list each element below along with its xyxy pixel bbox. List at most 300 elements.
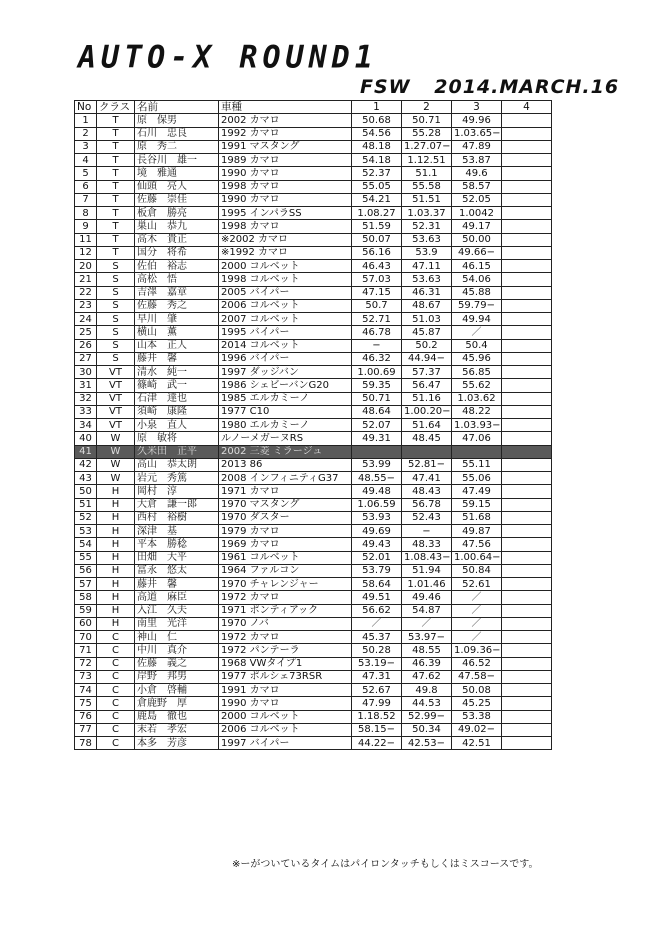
entry-no: 74 (75, 684, 97, 697)
run-3-time: 56.85 (452, 366, 502, 379)
car-model: 1971 ポンティアック (219, 604, 352, 617)
run-2-time: − (402, 525, 452, 538)
class: W (97, 432, 135, 445)
run-2-time: 1.00.20− (402, 405, 452, 418)
table-row (75, 485, 552, 498)
class: H (97, 485, 135, 498)
driver-name: 石川 忠良 (135, 127, 219, 140)
table-row (75, 432, 552, 445)
table-row (75, 697, 552, 710)
run-2-time: 57.37 (402, 366, 452, 379)
class: C (97, 670, 135, 683)
run-3-time: 58.57 (452, 180, 502, 193)
run-4-time (502, 617, 552, 630)
col-header-run2: 2 (402, 101, 452, 114)
event-info (360, 76, 635, 98)
driver-name: 佐藤 義之 (135, 657, 219, 670)
driver-name: 板倉 勝亮 (135, 207, 219, 220)
run-4-time (502, 644, 552, 657)
run-2-time: 51.51 (402, 193, 452, 206)
run-2-time: 51.16 (402, 392, 452, 405)
run-2-time: 51.1 (402, 167, 452, 180)
class: H (97, 538, 135, 551)
car-model: 1964 ファルコン (219, 564, 352, 577)
driver-name: 国分 将希 (135, 246, 219, 259)
run-1-time: 52.71 (352, 313, 402, 326)
run-3-time: 48.22 (452, 405, 502, 418)
run-3-time: 42.51 (452, 737, 502, 750)
run-4-time (502, 193, 552, 206)
driver-name: 清水 純一 (135, 366, 219, 379)
car-model: 1990 カマロ (219, 697, 352, 710)
run-3-time: 49.94 (452, 313, 502, 326)
run-1-time: ／ (352, 617, 402, 630)
run-1-time: 49.31 (352, 432, 402, 445)
car-model: 2013 86 (219, 458, 352, 471)
car-model: ※2002 カマロ (219, 233, 352, 246)
class: S (97, 326, 135, 339)
run-3-time: 45.88 (452, 286, 502, 299)
entry-no: 60 (75, 617, 97, 630)
entry-no: 77 (75, 723, 97, 736)
run-1-time: 50.71 (352, 392, 402, 405)
run-3-time: 47.58− (452, 670, 502, 683)
run-2-time: 52.31 (402, 220, 452, 233)
driver-name: 高木 貴正 (135, 233, 219, 246)
run-2-time: 48.33 (402, 538, 452, 551)
run-3-time: 53.38 (452, 710, 502, 723)
run-3-time: 49.96 (452, 114, 502, 127)
run-4-time (502, 127, 552, 140)
table-row (75, 286, 552, 299)
run-2-time: 53.9 (402, 246, 452, 259)
class: VT (97, 392, 135, 405)
run-2-time: ／ (402, 617, 452, 630)
run-2-time: 1.01.46 (402, 578, 452, 591)
run-3-time: 1.03.65− (452, 127, 502, 140)
car-model: 1980 エルカミーノ (219, 419, 352, 432)
run-1-time: 1.06.59 (352, 498, 402, 511)
class: W (97, 445, 135, 458)
run-4-time (502, 392, 552, 405)
run-2-time: 53.63 (402, 233, 452, 246)
run-1-time: 53.93 (352, 511, 402, 524)
run-1-time: 46.32 (352, 352, 402, 365)
driver-name: 吉澤 嘉章 (135, 286, 219, 299)
run-1-time: 48.64 (352, 405, 402, 418)
run-2-time: 52.43 (402, 511, 452, 524)
driver-name: 入江 久夫 (135, 604, 219, 617)
class: T (97, 246, 135, 259)
driver-name: 西村 裕樹 (135, 511, 219, 524)
table-row (75, 564, 552, 577)
run-3-time: 54.06 (452, 273, 502, 286)
entry-no: 78 (75, 737, 97, 750)
entry-no: 33 (75, 405, 97, 418)
run-4-time (502, 604, 552, 617)
table-row (75, 260, 552, 273)
run-1-time: 46.43 (352, 260, 402, 273)
car-model: 2007 コルベット (219, 313, 352, 326)
table-row (75, 710, 552, 723)
table-row (75, 299, 552, 312)
entry-no: 7 (75, 193, 97, 206)
car-model: 2002 三菱 ミラージュ (219, 445, 352, 458)
table-row (75, 419, 552, 432)
car-model: 1972 カマロ (219, 591, 352, 604)
run-4-time (502, 313, 552, 326)
class: C (97, 710, 135, 723)
table-row (75, 538, 552, 551)
run-1-time: 49.51 (352, 591, 402, 604)
run-4-time (502, 511, 552, 524)
run-4-time (502, 167, 552, 180)
entry-no: 41 (75, 445, 97, 458)
col-header-class: クラス (97, 101, 135, 114)
table-row (75, 525, 552, 538)
driver-name: 小倉 啓輔 (135, 684, 219, 697)
entry-no: 72 (75, 657, 97, 670)
run-2-time: 54.87 (402, 604, 452, 617)
run-2-time: 51.64 (402, 419, 452, 432)
run-2-time: 46.31 (402, 286, 452, 299)
class: H (97, 498, 135, 511)
driver-name: 中川 真介 (135, 644, 219, 657)
run-2-time: 1.08.43− (402, 551, 452, 564)
run-1-time: 57.03 (352, 273, 402, 286)
driver-name: 高道 麻臣 (135, 591, 219, 604)
run-2-time: 48.43 (402, 485, 452, 498)
class: C (97, 631, 135, 644)
driver-name: 仙頭 亮人 (135, 180, 219, 193)
event-date: 2014.MARCH.16 (434, 76, 620, 98)
run-2-time: 44.53 (402, 697, 452, 710)
run-3-time: 46.15 (452, 260, 502, 273)
car-model: 1998 コルベット (219, 273, 352, 286)
table-row (75, 379, 552, 392)
table-row (75, 631, 552, 644)
car-model: 2006 コルベット (219, 299, 352, 312)
driver-name: 佐伯 裕志 (135, 260, 219, 273)
run-1-time: 52.37 (352, 167, 402, 180)
run-2-time: 46.39 (402, 657, 452, 670)
run-3-time: 46.52 (452, 657, 502, 670)
car-model: 1969 カマロ (219, 538, 352, 551)
table-row (75, 154, 552, 167)
entry-no: 1 (75, 114, 97, 127)
table-row (75, 684, 552, 697)
driver-name: 早川 肇 (135, 313, 219, 326)
run-3-time: 55.62 (452, 379, 502, 392)
run-1-time: 56.62 (352, 604, 402, 617)
class: S (97, 352, 135, 365)
entry-no: 54 (75, 538, 97, 551)
run-3-time: 49.17 (452, 220, 502, 233)
run-2-time: 53.63 (402, 273, 452, 286)
run-3-time: 49.6 (452, 167, 502, 180)
driver-name: 原 敏将 (135, 432, 219, 445)
table-row (75, 737, 552, 750)
class: T (97, 193, 135, 206)
entry-no: 70 (75, 631, 97, 644)
run-3-time: ／ (452, 591, 502, 604)
entry-no: 73 (75, 670, 97, 683)
car-model: ※1992 カマロ (219, 246, 352, 259)
run-1-time: 55.05 (352, 180, 402, 193)
car-model: 1970 チャレンジャー (219, 578, 352, 591)
table-row (75, 127, 552, 140)
run-2-time: 44.94− (402, 352, 452, 365)
entry-no: 8 (75, 207, 97, 220)
table-row (75, 511, 552, 524)
entry-no: 2 (75, 127, 97, 140)
table-row (75, 352, 552, 365)
entry-no: 57 (75, 578, 97, 591)
venue: FSW (360, 76, 411, 98)
car-model: 2000 コルベット (219, 710, 352, 723)
run-4-time (502, 154, 552, 167)
entry-no: 9 (75, 220, 97, 233)
run-1-time: 54.21 (352, 193, 402, 206)
run-4-time (502, 472, 552, 485)
entry-no: 76 (75, 710, 97, 723)
table-row (75, 723, 552, 736)
run-1-time: 53.79 (352, 564, 402, 577)
table-row (75, 140, 552, 153)
class: T (97, 154, 135, 167)
results-body (75, 114, 552, 750)
entry-no: 6 (75, 180, 97, 193)
entry-no: 20 (75, 260, 97, 273)
run-1-time: 50.28 (352, 644, 402, 657)
class: W (97, 472, 135, 485)
car-model: 1961 コルベット (219, 551, 352, 564)
run-3-time: 49.66− (452, 246, 502, 259)
run-2-time: 47.11 (402, 260, 452, 273)
run-3-time: 53.87 (452, 154, 502, 167)
run-2-time: 48.55 (402, 644, 452, 657)
run-3-time: 50.08 (452, 684, 502, 697)
run-1-time: 52.01 (352, 551, 402, 564)
driver-name: 長谷川 雄一 (135, 154, 219, 167)
entry-no: 22 (75, 286, 97, 299)
run-2-time: 50.71 (402, 114, 452, 127)
run-3-time (452, 445, 502, 458)
run-2-time: 45.87 (402, 326, 452, 339)
class: H (97, 578, 135, 591)
car-model: 2008 インフィニティG37 (219, 472, 352, 485)
car-model: 1991 カマロ (219, 684, 352, 697)
car-model: 1997 バイパー (219, 737, 352, 750)
run-4-time (502, 578, 552, 591)
col-header-no: No (75, 101, 97, 114)
table-row (75, 246, 552, 259)
run-1-time: 50.07 (352, 233, 402, 246)
driver-name: 岩元 秀篤 (135, 472, 219, 485)
run-4-time (502, 684, 552, 697)
table-row (75, 604, 552, 617)
run-1-time: 56.16 (352, 246, 402, 259)
car-model: 1998 カマロ (219, 220, 352, 233)
class: H (97, 591, 135, 604)
car-model: 1990 カマロ (219, 167, 352, 180)
class: VT (97, 419, 135, 432)
entry-no: 31 (75, 379, 97, 392)
car-model: 1998 カマロ (219, 180, 352, 193)
driver-name: 石津 達也 (135, 392, 219, 405)
run-1-time: 47.99 (352, 697, 402, 710)
run-3-time: 52.61 (452, 578, 502, 591)
entry-no: 50 (75, 485, 97, 498)
run-1-time: 47.15 (352, 286, 402, 299)
run-3-time: 59.79− (452, 299, 502, 312)
run-3-time: ／ (452, 326, 502, 339)
driver-name: 須崎 康隆 (135, 405, 219, 418)
run-1-time: 50.68 (352, 114, 402, 127)
entry-no: 12 (75, 246, 97, 259)
run-2-time: 47.41 (402, 472, 452, 485)
run-2-time: 55.58 (402, 180, 452, 193)
run-2-time: 1.12.51 (402, 154, 452, 167)
run-4-time (502, 260, 552, 273)
entry-no: 26 (75, 339, 97, 352)
run-2-time: 48.45 (402, 432, 452, 445)
car-model: ルノーメガーヌRS (219, 432, 352, 445)
table-row (75, 405, 552, 418)
run-1-time: 48.18 (352, 140, 402, 153)
run-2-time: 53.97− (402, 631, 452, 644)
driver-name: 鹿島 徹也 (135, 710, 219, 723)
table-row (75, 193, 552, 206)
col-header-run3: 3 (452, 101, 502, 114)
run-2-time: 49.8 (402, 684, 452, 697)
table-row (75, 670, 552, 683)
class: VT (97, 379, 135, 392)
run-4-time (502, 246, 552, 259)
class: T (97, 167, 135, 180)
run-1-time: 52.07 (352, 419, 402, 432)
class: S (97, 299, 135, 312)
class: VT (97, 405, 135, 418)
driver-name: 平本 勝稔 (135, 538, 219, 551)
table-row (75, 392, 552, 405)
run-4-time (502, 273, 552, 286)
run-4-time (502, 180, 552, 193)
run-4-time (502, 366, 552, 379)
driver-name: 神山 仁 (135, 631, 219, 644)
table-row (75, 114, 552, 127)
run-3-time: 1.03.62 (452, 392, 502, 405)
run-1-time: − (352, 339, 402, 352)
run-3-time: ／ (452, 604, 502, 617)
class: W (97, 458, 135, 471)
table-row (75, 472, 552, 485)
car-model: 1986 シェビーバンG20 (219, 379, 352, 392)
class: C (97, 737, 135, 750)
run-4-time (502, 657, 552, 670)
entry-no: 24 (75, 313, 97, 326)
run-4-time (502, 114, 552, 127)
entry-no: 25 (75, 326, 97, 339)
car-model: 1995 バイパー (219, 326, 352, 339)
run-1-time: 54.56 (352, 127, 402, 140)
driver-name: 原 秀二 (135, 140, 219, 153)
run-4-time (502, 485, 552, 498)
run-4-time (502, 339, 552, 352)
run-3-time: 52.05 (452, 193, 502, 206)
run-3-time: 55.06 (452, 472, 502, 485)
run-2-time (402, 445, 452, 458)
table-row (75, 167, 552, 180)
car-model: 1970 ノバ (219, 617, 352, 630)
class: H (97, 617, 135, 630)
car-model: 1985 エルカミーノ (219, 392, 352, 405)
class: H (97, 525, 135, 538)
entry-no: 55 (75, 551, 97, 564)
run-4-time (502, 670, 552, 683)
run-4-time (502, 591, 552, 604)
car-model: 1995 インパラSS (219, 207, 352, 220)
run-4-time (502, 207, 552, 220)
car-model: 1972 カマロ (219, 631, 352, 644)
run-3-time: 1.09.36− (452, 644, 502, 657)
header-row (75, 101, 552, 114)
car-model: 1977 ポルシェ73RSR (219, 670, 352, 683)
entry-no: 71 (75, 644, 97, 657)
run-4-time (502, 538, 552, 551)
table-row (75, 578, 552, 591)
run-1-time: 59.35 (352, 379, 402, 392)
class: S (97, 273, 135, 286)
run-2-time: 48.67 (402, 299, 452, 312)
table-row (75, 591, 552, 604)
run-4-time (502, 220, 552, 233)
run-3-time: 51.68 (452, 511, 502, 524)
driver-name: 大倉 謙一郎 (135, 498, 219, 511)
col-header-run4: 4 (502, 101, 552, 114)
entry-no: 59 (75, 604, 97, 617)
run-2-time: 42.53− (402, 737, 452, 750)
car-model: 1977 C10 (219, 405, 352, 418)
class: C (97, 684, 135, 697)
car-model: 1968 VWタイプ1 (219, 657, 352, 670)
class: T (97, 140, 135, 153)
driver-name: 原 保男 (135, 114, 219, 127)
run-2-time: 51.94 (402, 564, 452, 577)
col-header-car: 車種 (219, 101, 352, 114)
run-4-time (502, 631, 552, 644)
run-2-time: 47.62 (402, 670, 452, 683)
run-1-time: 52.67 (352, 684, 402, 697)
driver-name: 倉鹿野 厚 (135, 697, 219, 710)
run-4-time (502, 286, 552, 299)
page-title: AUTO-X ROUND1 (78, 39, 378, 76)
class: H (97, 551, 135, 564)
run-1-time: 51.59 (352, 220, 402, 233)
car-model: 2014 コルベット (219, 339, 352, 352)
run-3-time: 50.84 (452, 564, 502, 577)
entry-no: 34 (75, 419, 97, 432)
run-3-time: 49.87 (452, 525, 502, 538)
car-model: 2005 バイパー (219, 286, 352, 299)
entry-no: 53 (75, 525, 97, 538)
run-2-time: 1.03.37 (402, 207, 452, 220)
run-4-time (502, 352, 552, 365)
class: C (97, 657, 135, 670)
table-row (75, 273, 552, 286)
table-row (75, 551, 552, 564)
run-2-time: 52.99− (402, 710, 452, 723)
